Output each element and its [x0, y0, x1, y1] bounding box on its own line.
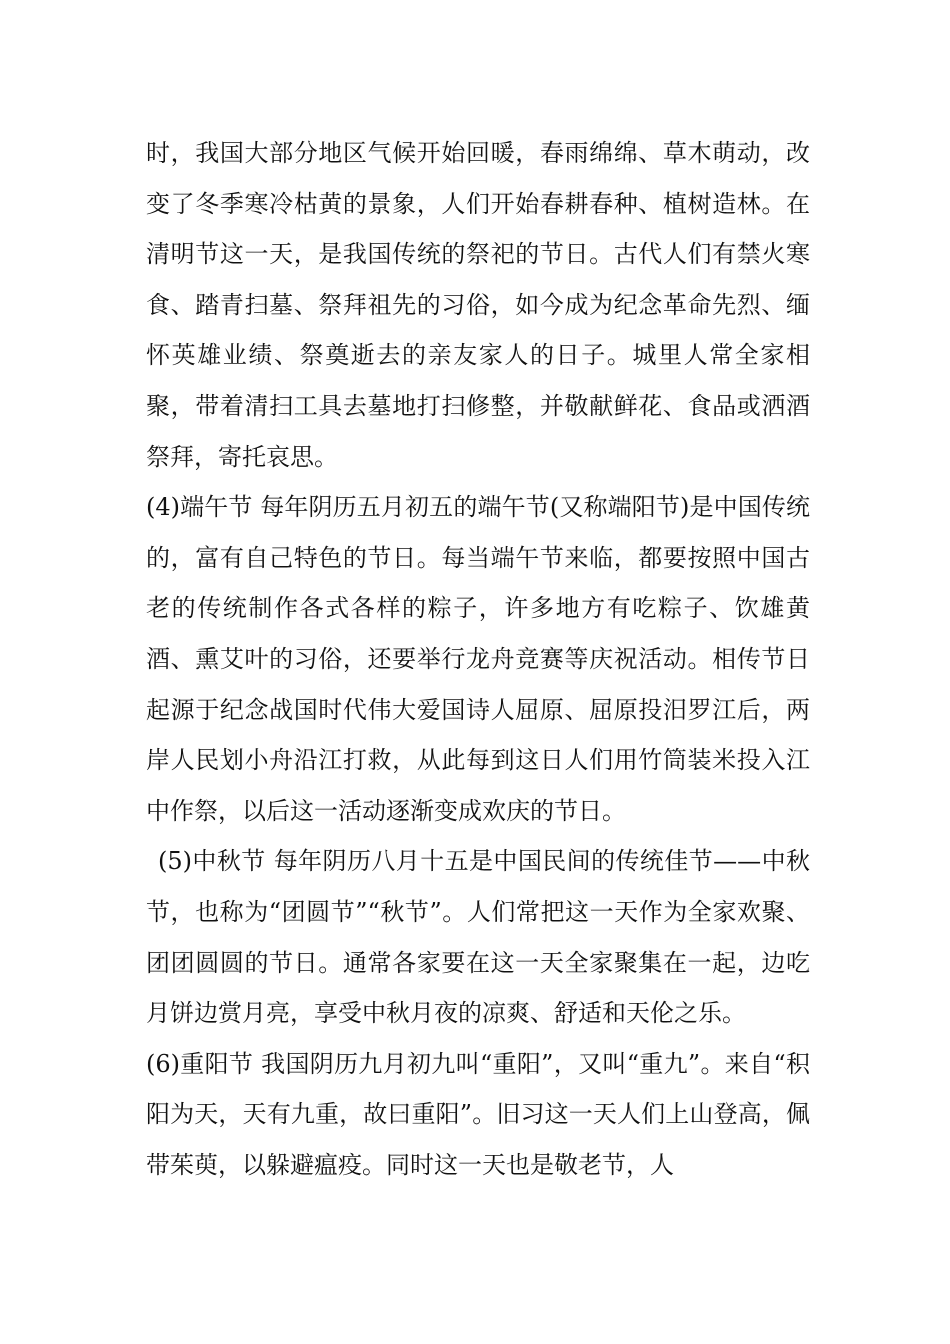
paragraph-chongyang: (6)重阳节 我国阴历九月初九叫“重阳”，又叫“重九”。来自“积阳为天，天有九重，故曰重阳”。旧习这一天人们上山登高，佩带茱萸，以躲避瘟疫。同时这一天也是敬老节，人 [146, 1049, 810, 1179]
document-body [146, 128, 810, 1190]
paragraph-duanwu: (4)端午节 每年阴历五月初五的端午节(又称端阳节)是中国传统的，富有自己特色的节日。每当端午节来临，都要按照中国古老的传统制作各式各样的粽子，许多地方有吃粽子、饮雄黄酒、熏艾叶的习俗，还要举行龙舟竞赛等庆祝活动。相传节日起源于纪念战国时代伟大爱国诗人屈原、屈原投汨罗江后，两岸人民划小舟沿江打救，从此每到这日人们用竹筒装米投入江中作祭，以后这一活动逐渐变成欢庆的节日。 [146, 493, 810, 825]
paragraph-zhongqiu: (5)中秋节 每年阴历八月十五是中国民间的传统佳节——中秋节，也称为“团圆节”“秋节”。人们常把这一天作为全家欢聚、团团圆圆的节日。通常各家要在这一天全家聚集在一起，边吃月饼边赏月亮，享受中秋月夜的凉爽、舒适和天伦之乐。 [146, 847, 810, 1028]
paragraph-qingming: 时，我国大部分地区气候开始回暖，春雨绵绵、草木萌动，改变了冬季寒冷枯黄的景象，人们开始春耕春种、植树造林。在清明节这一天，是我国传统的祭祀的节日。古代人们有禁火寒食、踏青扫墓、祭拜祖先的习俗，如今成为纪念革命先烈、缅怀英雄业绩、祭奠逝去的亲友家人的日子。城里人常全家相聚，带着清扫工具去墓地打扫修整，并敬献鲜花、食品或洒酒祭拜，寄托哀思。 [146, 139, 810, 471]
